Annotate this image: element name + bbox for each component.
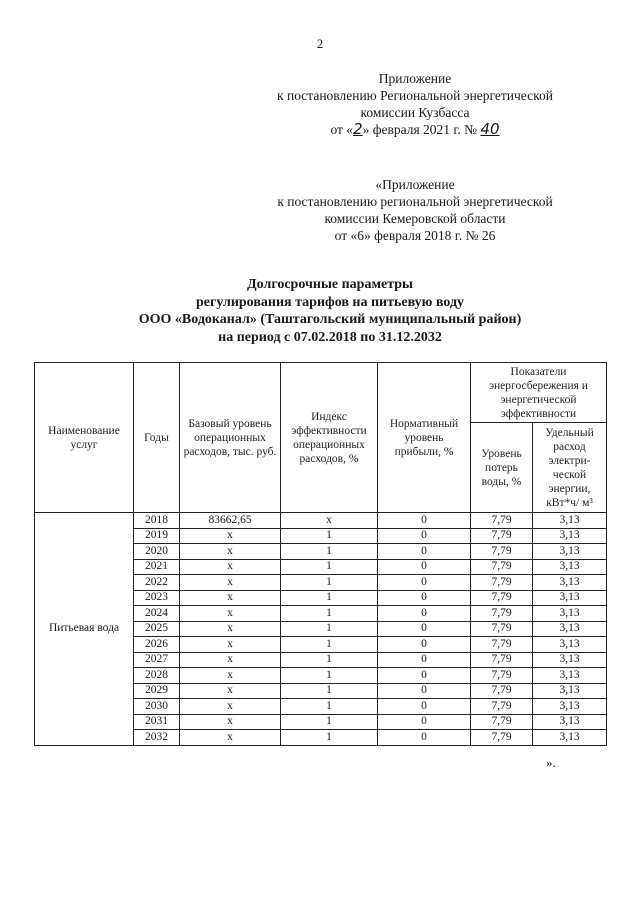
efficiency-index-cell: 1	[281, 668, 378, 684]
base-level-cell: x	[180, 621, 281, 637]
base-level-cell: x	[180, 606, 281, 622]
water-loss-cell: 7,79	[471, 621, 533, 637]
water-loss-cell: 7,79	[471, 575, 533, 591]
year-cell: 2025	[134, 621, 180, 637]
water-loss-cell: 7,79	[471, 559, 533, 575]
base-level-cell: x	[180, 714, 281, 730]
year-cell: 2023	[134, 590, 180, 606]
profit-level-cell: 0	[378, 730, 471, 746]
water-loss-cell: 7,79	[471, 683, 533, 699]
service-name-cell: Питьевая вода	[35, 513, 134, 746]
efficiency-index-cell: 1	[281, 590, 378, 606]
base-level-cell: x	[180, 575, 281, 591]
efficiency-index-cell: 1	[281, 559, 378, 575]
water-loss-cell: 7,79	[471, 730, 533, 746]
efficiency-index-cell: 1	[281, 683, 378, 699]
base-level-cell: x	[180, 730, 281, 746]
profit-level-cell: 0	[378, 621, 471, 637]
document-title	[60, 276, 600, 346]
profit-level-cell: 0	[378, 513, 471, 529]
base-level-cell: x	[180, 683, 281, 699]
electricity-cell: 3,13	[533, 637, 607, 653]
year-cell: 2018	[134, 513, 180, 529]
electricity-cell: 3,13	[533, 714, 607, 730]
electricity-cell: 3,13	[533, 668, 607, 684]
profit-level-cell: 0	[378, 637, 471, 653]
profit-level-cell: 0	[378, 575, 471, 591]
efficiency-index-cell: 1	[281, 730, 378, 746]
water-loss-cell: 7,79	[471, 637, 533, 653]
year-cell: 2020	[134, 544, 180, 560]
base-level-cell: 83662,65	[180, 513, 281, 529]
header-water-loss: Уровень потерь воды, %	[471, 423, 533, 513]
profit-level-cell: 0	[378, 699, 471, 715]
water-loss-cell: 7,79	[471, 714, 533, 730]
water-loss-cell: 7,79	[471, 528, 533, 544]
appendix-previous-line4: от «6» февраля 2018 г. № 26	[334, 228, 496, 243]
efficiency-index-cell: 1	[281, 606, 378, 622]
date-prefix: от «	[330, 122, 354, 137]
base-level-cell: x	[180, 668, 281, 684]
header-profit-level: Нормативный уровень прибыли, %	[378, 363, 471, 513]
base-level-cell: x	[180, 559, 281, 575]
efficiency-index-cell: 1	[281, 575, 378, 591]
year-cell: 2032	[134, 730, 180, 746]
year-cell: 2028	[134, 668, 180, 684]
electricity-cell: 3,13	[533, 590, 607, 606]
efficiency-index-cell: 1	[281, 652, 378, 668]
appendix-previous-line2: к постановлению региональной энергетической	[277, 194, 553, 209]
appendix-current-line3: комиссии Кузбасса	[360, 105, 470, 120]
year-cell: 2024	[134, 606, 180, 622]
profit-level-cell: 0	[378, 606, 471, 622]
appendix-current-line1: Приложение	[378, 71, 452, 86]
water-loss-cell: 7,79	[471, 606, 533, 622]
electricity-cell: 3,13	[533, 513, 607, 529]
appendix-current	[235, 70, 595, 138]
electricity-cell: 3,13	[533, 683, 607, 699]
profit-level-cell: 0	[378, 714, 471, 730]
appendix-previous-line1: «Приложение	[375, 177, 455, 192]
efficiency-index-cell: 1	[281, 528, 378, 544]
handwritten-day: 2	[353, 120, 363, 138]
profit-level-cell: 0	[378, 528, 471, 544]
electricity-cell: 3,13	[533, 730, 607, 746]
header-electricity: Удельный расход электри-ческой энергии, кВт*ч/ м³	[533, 423, 607, 513]
title-line2: регулирования тарифов на питьевую воду	[195, 294, 465, 310]
header-years: Годы	[134, 363, 180, 513]
handwritten-number: 40	[480, 120, 500, 138]
profit-level-cell: 0	[378, 559, 471, 575]
electricity-cell: 3,13	[533, 606, 607, 622]
year-cell: 2021	[134, 559, 180, 575]
efficiency-index-cell: 1	[281, 544, 378, 560]
year-cell: 2029	[134, 683, 180, 699]
efficiency-index-cell: 1	[281, 621, 378, 637]
closing-quote: ».	[546, 755, 556, 770]
electricity-cell: 3,13	[533, 621, 607, 637]
efficiency-index-cell: x	[281, 513, 378, 529]
title-line3: ООО «Водоканал» (Таштагольский муниципальный район)	[138, 312, 522, 327]
date-mid: » февраля 2021 г. №	[362, 122, 478, 137]
profit-level-cell: 0	[378, 590, 471, 606]
appendix-previous-line3: комиссии Кемеровской области	[324, 211, 506, 226]
year-cell: 2022	[134, 575, 180, 591]
base-level-cell: x	[180, 637, 281, 653]
year-cell: 2026	[134, 637, 180, 653]
base-level-cell: x	[180, 699, 281, 715]
profit-level-cell: 0	[378, 668, 471, 684]
water-loss-cell: 7,79	[471, 699, 533, 715]
year-cell: 2019	[134, 528, 180, 544]
base-level-cell: x	[180, 652, 281, 668]
header-energy-group: Показатели энергосбережения и энергетической эффективности	[471, 363, 607, 423]
electricity-cell: 3,13	[533, 699, 607, 715]
efficiency-index-cell: 1	[281, 714, 378, 730]
parameters-table	[34, 362, 607, 746]
header-base-level: Базовый уровень операционных расходов, тыс. руб.	[180, 363, 281, 513]
base-level-cell: x	[180, 544, 281, 560]
electricity-cell: 3,13	[533, 544, 607, 560]
electricity-cell: 3,13	[533, 575, 607, 591]
appendix-current-date	[235, 121, 595, 138]
water-loss-cell: 7,79	[471, 513, 533, 529]
water-loss-cell: 7,79	[471, 590, 533, 606]
electricity-cell: 3,13	[533, 652, 607, 668]
water-loss-cell: 7,79	[471, 544, 533, 560]
electricity-cell: 3,13	[533, 528, 607, 544]
profit-level-cell: 0	[378, 544, 471, 560]
water-loss-cell: 7,79	[471, 668, 533, 684]
header-efficiency-index: Индекс эффективности операционных расходов, %	[281, 363, 378, 513]
profit-level-cell: 0	[378, 652, 471, 668]
header-service: Наименование услуг	[35, 363, 134, 513]
title-line1: Долгосрочные параметры	[247, 277, 413, 292]
profit-level-cell: 0	[378, 683, 471, 699]
water-loss-cell: 7,79	[471, 652, 533, 668]
base-level-cell: x	[180, 590, 281, 606]
year-cell: 2030	[134, 699, 180, 715]
appendix-current-line2: к постановлению Региональной энергетической	[277, 88, 553, 103]
year-cell: 2031	[134, 714, 180, 730]
appendix-previous	[235, 176, 595, 244]
title-line4: на период с 07.02.2018 по 31.12.2032	[218, 329, 442, 345]
electricity-cell: 3,13	[533, 559, 607, 575]
table-row	[35, 513, 607, 529]
page-number: 2	[316, 36, 324, 51]
year-cell: 2027	[134, 652, 180, 668]
efficiency-index-cell: 1	[281, 699, 378, 715]
base-level-cell: x	[180, 528, 281, 544]
efficiency-index-cell: 1	[281, 637, 378, 653]
